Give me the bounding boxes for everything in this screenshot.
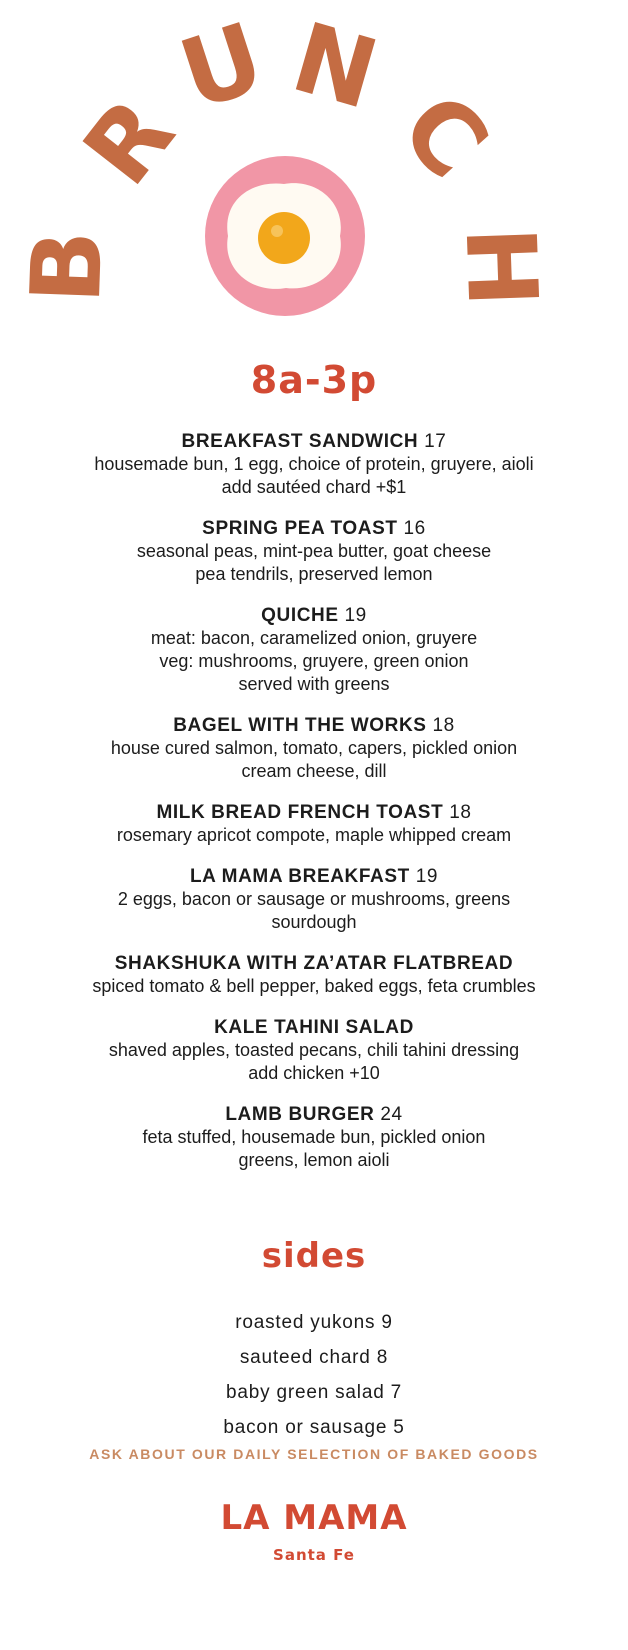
item-desc: greens, lemon aioli xyxy=(238,1150,390,1170)
item-price: 19 xyxy=(415,866,439,887)
item-name: KALE TAHINI SALAD xyxy=(214,1017,414,1038)
item-name: BAGEL WITH THE WORKS xyxy=(173,715,427,736)
title-letter-r: R xyxy=(62,78,196,206)
fried-egg-icon xyxy=(258,212,310,264)
menu-item xyxy=(0,604,628,696)
item-desc: cream cheese, dill xyxy=(241,761,387,781)
item-desc: pea tendrils, preserved lemon xyxy=(195,564,433,584)
menu-item xyxy=(0,517,628,586)
title-letter-n: N xyxy=(281,1,390,132)
menu-item xyxy=(0,801,628,847)
item-name: LA MAMA BREAKFAST xyxy=(189,866,410,887)
item-desc: veg: mushrooms, gruyere, green onion xyxy=(159,651,469,671)
item-name: SPRING PEA TOAST xyxy=(202,518,398,539)
item-desc: add sautéed chard +$1 xyxy=(221,477,407,497)
item-price: 18 xyxy=(432,715,455,736)
menu-item xyxy=(0,430,628,499)
menu-item xyxy=(0,952,628,998)
item-price: 24 xyxy=(380,1104,403,1125)
menu-list xyxy=(0,430,628,1190)
brunch-header xyxy=(0,0,628,340)
item-desc: meat: bacon, caramelized onion, gruyere xyxy=(150,628,478,648)
title-letter-u: U xyxy=(167,1,277,132)
brand-location: Santa Fe xyxy=(273,1546,355,1564)
item-desc: rosemary apricot compote, maple whipped cream xyxy=(116,825,512,845)
item-name: SHAKSHUKA WITH ZA’ATAR FLATBREAD xyxy=(114,953,514,974)
item-desc: add chicken +10 xyxy=(248,1063,380,1083)
brand-logo: LA MAMA xyxy=(220,1498,408,1538)
menu-item xyxy=(0,865,628,934)
item-desc: seasonal peas, mint-pea butter, goat cheese xyxy=(136,541,492,561)
item-price: 18 xyxy=(449,802,472,823)
item-name: BREAKFAST SANDWICH xyxy=(181,431,419,452)
brunch-illustration xyxy=(0,0,628,340)
sides-list xyxy=(0,1305,628,1445)
side-item: roasted yukons 9 xyxy=(235,1312,393,1333)
item-desc: served with greens xyxy=(238,674,390,694)
sides-title: sides xyxy=(261,1236,367,1276)
menu-item xyxy=(0,1016,628,1085)
item-desc: 2 eggs, bacon or sausage or mushrooms, greens xyxy=(117,889,511,909)
item-name: QUICHE xyxy=(261,605,339,626)
item-name: MILK BREAD FRENCH TOAST xyxy=(156,802,444,823)
item-desc: house cured salmon, tomato, capers, pickled onion xyxy=(110,738,518,758)
item-desc: sourdough xyxy=(271,912,357,932)
item-desc: shaved apples, toasted pecans, chili tahini dressing xyxy=(108,1040,520,1060)
hours: 8a-3p xyxy=(250,358,378,402)
menu-item xyxy=(0,1103,628,1172)
item-desc: spiced tomato & bell pepper, baked eggs, feta crumbles xyxy=(92,976,536,996)
item-desc: housemade bun, 1 egg, choice of protein, gruyere, aioli xyxy=(94,454,534,474)
title-letter-c: C xyxy=(379,72,510,200)
item-price: 17 xyxy=(424,431,447,452)
item-price: 19 xyxy=(344,605,367,626)
side-item: bacon or sausage 5 xyxy=(223,1417,405,1438)
title-letter-b: B xyxy=(9,228,125,306)
item-desc: feta stuffed, housemade bun, pickled onion xyxy=(142,1127,486,1147)
yolk-highlight-icon xyxy=(271,225,283,237)
item-name: LAMB BURGER xyxy=(225,1104,375,1125)
baked-goods-note: ASK ABOUT OUR DAILY SELECTION OF BAKED GOODS xyxy=(89,1446,539,1462)
side-item: baby green salad 7 xyxy=(225,1382,403,1403)
item-price: 16 xyxy=(403,518,426,539)
menu-item xyxy=(0,714,628,783)
title-letter-h: H xyxy=(443,224,559,309)
side-item: sauteed chard 8 xyxy=(239,1347,389,1368)
